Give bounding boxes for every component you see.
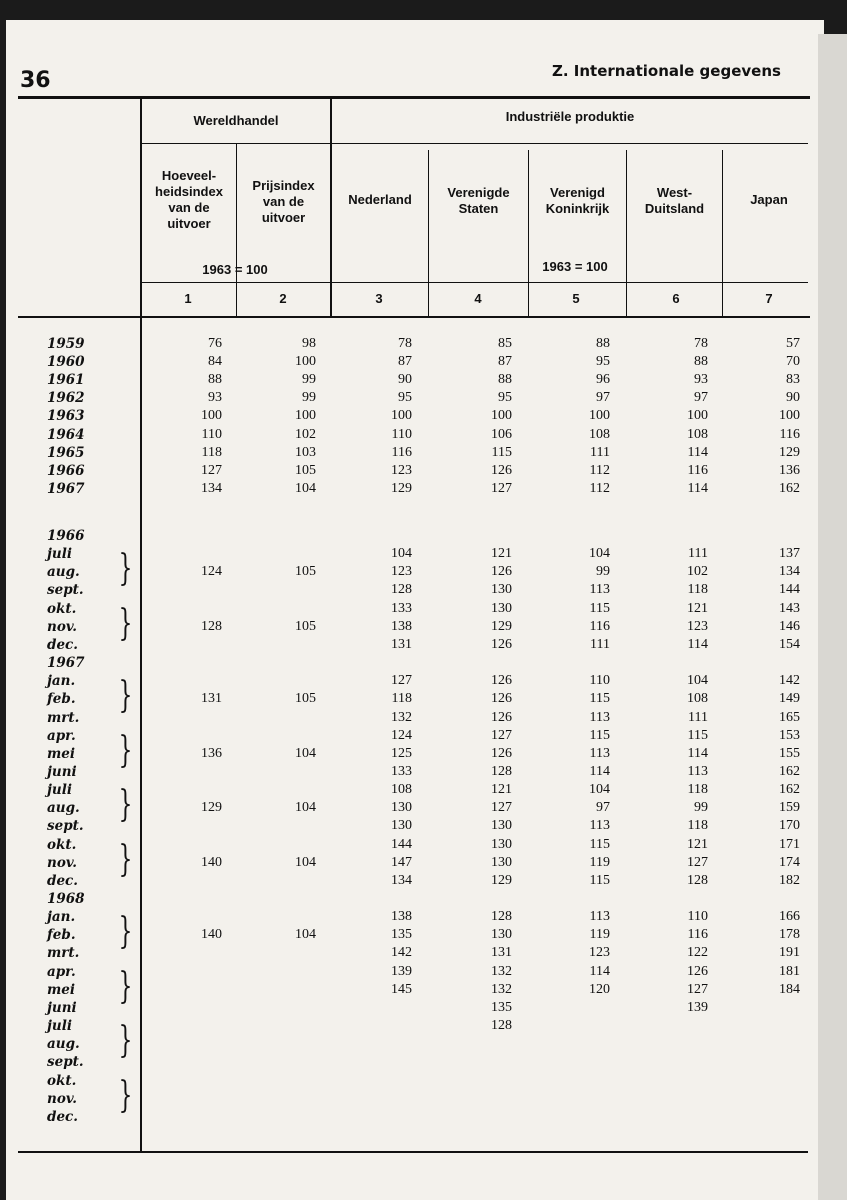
cell-col-5: 111 [590, 636, 610, 652]
cell-col-3: 128 [391, 582, 412, 598]
cell-col-3: 132 [391, 709, 412, 725]
cell-col-1: 100 [201, 408, 222, 424]
cell-col-1: 140 [201, 854, 222, 870]
base-year-left: 1963 = 100 [202, 262, 268, 277]
cell-col-5: 112 [589, 480, 610, 496]
cell-col-2: 99 [302, 390, 316, 406]
cell-col-7: 162 [779, 763, 800, 779]
cell-col-4: 127 [491, 800, 512, 816]
cell-col-6: 118 [687, 782, 708, 798]
cell-col-6: 114 [687, 444, 708, 460]
cell-col-5: 115 [589, 836, 610, 852]
cell-col-6: 118 [687, 582, 708, 598]
cell-col-6: 115 [687, 727, 708, 743]
col-divider-6 [722, 150, 723, 318]
cell-col-6: 121 [687, 600, 708, 616]
cell-col-6: 93 [694, 372, 708, 388]
cell-col-7: 90 [786, 390, 800, 406]
quarter-brace: } [118, 729, 133, 771]
cell-col-4: 85 [498, 336, 512, 351]
cell-col-1: 128 [201, 618, 222, 634]
cell-col-3: 95 [398, 390, 412, 406]
cell-col-3: 135 [391, 927, 412, 943]
cell-col-5: 97 [596, 800, 610, 816]
cell-col-3: 104 [391, 546, 412, 562]
cell-col-3: 90 [398, 372, 412, 388]
cell-col-5: 88 [596, 336, 610, 351]
page-edge [818, 34, 847, 1200]
cell-col-2: 104 [295, 800, 316, 816]
cell-col-3: 138 [391, 618, 412, 634]
cell-col-3: 129 [391, 480, 412, 496]
column-number-5: 5 [572, 291, 580, 306]
period-label: dec. [47, 636, 78, 653]
cell-col-3: 139 [391, 963, 412, 979]
period-label: okt. [47, 836, 77, 853]
cell-col-4: 126 [491, 636, 512, 652]
cell-col-3: 133 [391, 600, 412, 616]
cell-col-7: 129 [779, 444, 800, 460]
base-rule [140, 282, 808, 283]
cell-col-6: 99 [694, 800, 708, 816]
period-label: sept. [47, 1054, 84, 1071]
cell-col-1: 118 [201, 444, 222, 460]
period-label: dec. [47, 872, 78, 889]
cell-col-2: 103 [295, 444, 316, 460]
period-label: mei [47, 745, 76, 762]
cell-col-6: 114 [687, 745, 708, 761]
cell-col-7: 184 [779, 981, 800, 997]
cell-col-5: 111 [590, 444, 610, 460]
cell-col-7: 191 [779, 945, 800, 961]
period-label: juli [47, 546, 72, 563]
period-label: aug. [47, 1036, 80, 1053]
page-number: 36 [20, 68, 51, 93]
column-number-6: 6 [672, 291, 680, 306]
cell-col-7: 83 [786, 372, 800, 388]
cell-col-6: 88 [694, 354, 708, 370]
cell-col-3: 145 [391, 981, 412, 997]
cell-col-5: 119 [589, 854, 610, 870]
cell-col-7: 174 [779, 854, 800, 870]
cell-col-3: 130 [391, 818, 412, 834]
cell-col-1: 76 [208, 336, 222, 351]
cell-col-5: 115 [589, 691, 610, 707]
cell-col-1: 110 [201, 426, 222, 442]
cell-col-6: 113 [687, 763, 708, 779]
cell-col-3: 123 [391, 564, 412, 580]
cell-col-3: 87 [398, 354, 412, 370]
cell-col-6: 100 [687, 408, 708, 424]
cell-col-7: 100 [779, 408, 800, 424]
cell-col-4: 95 [498, 390, 512, 406]
cell-col-4: 131 [491, 945, 512, 961]
cell-col-3: 118 [391, 691, 412, 707]
quarter-brace: } [118, 675, 133, 717]
cell-col-7: 182 [779, 872, 800, 888]
cell-col-4: 130 [491, 582, 512, 598]
cell-col-3: 131 [391, 636, 412, 652]
cell-col-5: 95 [596, 354, 610, 370]
cell-col-5: 119 [589, 927, 610, 943]
cell-col-7: 162 [779, 782, 800, 798]
year-label: 1967 [47, 480, 85, 497]
period-label: juli [47, 1018, 72, 1035]
period-label: nov. [47, 854, 78, 871]
cell-col-1: 84 [208, 354, 222, 370]
cell-col-7: 116 [779, 426, 800, 442]
column-header-5: Verenigd Koninkrijk [545, 185, 610, 216]
cell-col-3: 110 [391, 426, 412, 442]
cell-col-4: 126 [491, 745, 512, 761]
col-divider-4 [528, 150, 529, 318]
cell-col-6: 110 [687, 909, 708, 925]
cell-col-7: 144 [779, 582, 800, 598]
cell-col-6: 116 [687, 927, 708, 943]
period-label: juni [47, 763, 77, 780]
column-header-3: Nederland [348, 192, 412, 207]
cell-col-6: 123 [687, 618, 708, 634]
cell-col-7: 70 [786, 354, 800, 370]
cell-col-4: 128 [491, 909, 512, 925]
cell-col-4: 126 [491, 709, 512, 725]
base-year-right: 1963 = 100 [542, 259, 608, 274]
period-label: feb. [47, 927, 76, 944]
cell-col-2: 102 [295, 426, 316, 442]
cell-col-5: 104 [589, 782, 610, 798]
cell-col-4: 121 [491, 546, 512, 562]
cell-col-6: 122 [687, 945, 708, 961]
period-label: 1968 [47, 891, 85, 907]
column-number-4: 4 [474, 291, 482, 306]
year-label: 1960 [47, 354, 85, 371]
period-label: apr. [47, 963, 76, 980]
cell-col-7: 165 [779, 709, 800, 725]
quarter-brace: } [118, 548, 133, 590]
column-header-1: Hoeveel- heidsindex van de uitvoer [155, 168, 223, 231]
cell-col-2: 104 [295, 927, 316, 943]
cell-col-5: 112 [589, 462, 610, 478]
cell-col-4: 88 [498, 372, 512, 388]
cell-col-4: 100 [491, 408, 512, 424]
colnum-rule [18, 316, 810, 318]
cell-col-7: 154 [779, 636, 800, 652]
period-label: 1967 [47, 655, 85, 672]
cell-col-6: 104 [687, 673, 708, 689]
cell-col-4: 128 [491, 1018, 512, 1034]
period-label: juni [47, 999, 77, 1016]
quarter-brace: } [118, 911, 133, 953]
cell-col-7: 137 [779, 546, 800, 562]
cell-col-4: 130 [491, 818, 512, 834]
period-label: feb. [47, 691, 76, 708]
cell-col-2: 105 [295, 618, 316, 634]
cell-col-4: 127 [491, 727, 512, 743]
cell-col-2: 104 [295, 854, 316, 870]
cell-col-6: 78 [694, 336, 708, 351]
cell-col-1: 88 [208, 372, 222, 388]
cell-col-6: 111 [688, 546, 708, 562]
cell-col-4: 126 [491, 564, 512, 580]
cell-col-5: 97 [596, 390, 610, 406]
wereldhandel-header: Wereldhandel [193, 113, 279, 128]
cell-col-6: 121 [687, 836, 708, 852]
quarter-brace: } [118, 838, 133, 880]
section-title: Z. Internationale gegevens [552, 62, 781, 80]
cell-col-1: 136 [201, 745, 222, 761]
cell-col-7: 155 [779, 745, 800, 761]
cell-col-3: 123 [391, 462, 412, 478]
cell-col-7: 159 [779, 800, 800, 816]
column-number-7: 7 [765, 291, 773, 306]
period-label: okt. [47, 1072, 77, 1089]
period-label: jan. [47, 673, 76, 690]
top-rule [18, 96, 810, 99]
cell-col-2: 100 [295, 354, 316, 370]
cell-col-5: 96 [596, 372, 610, 388]
cell-col-4: 126 [491, 691, 512, 707]
cell-col-5: 110 [589, 673, 610, 689]
cell-col-6: 108 [687, 426, 708, 442]
cell-col-5: 113 [589, 909, 610, 925]
year-label: 1965 [47, 444, 85, 461]
year-label: 1962 [47, 390, 85, 407]
cell-col-3: 133 [391, 763, 412, 779]
cell-col-7: 143 [779, 600, 800, 616]
cell-col-6: 126 [687, 963, 708, 979]
cell-col-4: 87 [498, 354, 512, 370]
quarter-brace: } [118, 784, 133, 826]
period-label: nov. [47, 1090, 78, 1107]
column-header-7: Japan [750, 192, 788, 207]
cell-col-7: 134 [779, 564, 800, 580]
cell-col-4: 130 [491, 836, 512, 852]
cell-col-7: 162 [779, 480, 800, 496]
cell-col-6: 97 [694, 390, 708, 406]
cell-col-4: 129 [491, 618, 512, 634]
period-label: aug. [47, 564, 80, 581]
year-label: 1966 [47, 462, 85, 479]
cell-col-3: 108 [391, 782, 412, 798]
cell-col-1: 127 [201, 462, 222, 478]
cell-col-6: 128 [687, 872, 708, 888]
cell-col-2: 98 [302, 336, 316, 351]
cell-col-7: 146 [779, 618, 800, 634]
cell-col-7: 57 [786, 336, 800, 351]
cell-col-1: 134 [201, 480, 222, 496]
period-label: mei [47, 981, 76, 998]
cell-col-2: 99 [302, 372, 316, 388]
cell-col-6: 102 [687, 564, 708, 580]
column-number-3: 3 [375, 291, 383, 306]
cell-col-5: 116 [589, 618, 610, 634]
cell-col-1: 140 [201, 927, 222, 943]
cell-col-6: 127 [687, 854, 708, 870]
period-label: nov. [47, 618, 78, 635]
cell-col-2: 105 [295, 564, 316, 580]
cell-col-4: 128 [491, 763, 512, 779]
cell-col-4: 135 [491, 999, 512, 1015]
cell-col-3: 144 [391, 836, 412, 852]
period-label: jan. [47, 909, 76, 926]
column-number-1: 1 [184, 291, 192, 306]
cell-col-4: 126 [491, 673, 512, 689]
cell-col-5: 113 [589, 818, 610, 834]
column-header-2: Prijsindex van de uitvoer [252, 178, 315, 225]
period-label: apr. [47, 727, 76, 744]
cell-col-2: 105 [295, 462, 316, 478]
cell-col-6: 108 [687, 691, 708, 707]
industriele-header: Industriële produktie [505, 109, 635, 124]
cell-col-6: 118 [687, 818, 708, 834]
year-label: 1964 [47, 426, 85, 443]
cell-col-3: 78 [398, 336, 412, 351]
col-divider-3 [428, 150, 429, 318]
cell-col-7: 170 [779, 818, 800, 834]
cell-col-3: 142 [391, 945, 412, 961]
cell-col-5: 113 [589, 582, 610, 598]
period-label: sept. [47, 818, 84, 835]
cell-col-3: 134 [391, 872, 412, 888]
mid-rule [140, 143, 808, 144]
cell-col-7: 153 [779, 727, 800, 743]
cell-col-4: 132 [491, 981, 512, 997]
col-divider-1 [236, 143, 237, 318]
cell-col-1: 129 [201, 800, 222, 816]
cell-col-6: 114 [687, 636, 708, 652]
cell-col-2: 104 [295, 480, 316, 496]
cell-col-5: 100 [589, 408, 610, 424]
cell-col-6: 127 [687, 981, 708, 997]
cell-col-7: 171 [779, 836, 800, 852]
quarter-brace: } [118, 1020, 133, 1062]
cell-col-5: 115 [589, 600, 610, 616]
year-label: 1959 [47, 336, 85, 352]
period-label: juli [47, 782, 72, 799]
cell-col-6: 116 [687, 462, 708, 478]
cell-col-4: 121 [491, 782, 512, 798]
cell-col-1: 124 [201, 564, 222, 580]
cell-col-3: 147 [391, 854, 412, 870]
column-number-2: 2 [279, 291, 287, 306]
cell-col-7: 166 [779, 909, 800, 925]
cell-col-6: 139 [687, 999, 708, 1015]
cell-col-5: 120 [589, 981, 610, 997]
cell-col-3: 127 [391, 673, 412, 689]
cell-col-3: 116 [391, 444, 412, 460]
period-label: 1966 [47, 528, 85, 544]
quarter-brace: } [118, 1074, 133, 1116]
year-label: 1961 [47, 372, 85, 389]
cell-col-5: 115 [589, 727, 610, 743]
cell-col-5: 104 [589, 546, 610, 562]
cell-col-7: 136 [779, 462, 800, 478]
cell-col-5: 114 [589, 963, 610, 979]
cell-col-4: 132 [491, 963, 512, 979]
period-label: mrt. [47, 945, 80, 962]
cell-col-3: 100 [391, 408, 412, 424]
col-divider-5 [626, 150, 627, 318]
cell-col-4: 106 [491, 426, 512, 442]
column-header-4: Verenigde Staten [447, 185, 510, 216]
period-label: mrt. [47, 709, 80, 726]
period-label: aug. [47, 800, 80, 817]
cell-col-3: 130 [391, 800, 412, 816]
cell-col-7: 149 [779, 691, 800, 707]
cell-col-6: 111 [688, 709, 708, 725]
cell-col-4: 130 [491, 854, 512, 870]
cell-col-5: 114 [589, 763, 610, 779]
cell-col-5: 113 [589, 709, 610, 725]
cell-col-4: 126 [491, 462, 512, 478]
cell-col-2: 105 [295, 691, 316, 707]
cell-col-1: 93 [208, 390, 222, 406]
cell-col-5: 123 [589, 945, 610, 961]
cell-col-2: 104 [295, 745, 316, 761]
cell-col-5: 115 [589, 872, 610, 888]
quarter-brace: } [118, 602, 133, 644]
year-label: 1963 [47, 408, 85, 425]
cell-col-4: 130 [491, 600, 512, 616]
cell-col-6: 114 [687, 480, 708, 496]
column-header-6: West- Duitsland [644, 185, 705, 216]
cell-col-4: 115 [491, 444, 512, 460]
quarter-brace: } [118, 965, 133, 1007]
cell-col-4: 130 [491, 927, 512, 943]
bottom-rule [18, 1151, 808, 1153]
period-label: dec. [47, 1108, 78, 1125]
cell-col-1: 131 [201, 691, 222, 707]
label-column-rule [140, 98, 142, 1153]
cell-col-3: 124 [391, 727, 412, 743]
cell-col-4: 127 [491, 480, 512, 496]
cell-col-2: 100 [295, 408, 316, 424]
cell-col-5: 108 [589, 426, 610, 442]
cell-col-7: 178 [779, 927, 800, 943]
cell-col-7: 181 [779, 963, 800, 979]
period-label: okt. [47, 600, 77, 617]
cell-col-3: 125 [391, 745, 412, 761]
cell-col-3: 138 [391, 909, 412, 925]
cell-col-5: 113 [589, 745, 610, 761]
cell-col-4: 129 [491, 872, 512, 888]
group-divider [330, 98, 332, 318]
cell-col-5: 99 [596, 564, 610, 580]
period-label: sept. [47, 582, 84, 599]
cell-col-7: 142 [779, 673, 800, 689]
